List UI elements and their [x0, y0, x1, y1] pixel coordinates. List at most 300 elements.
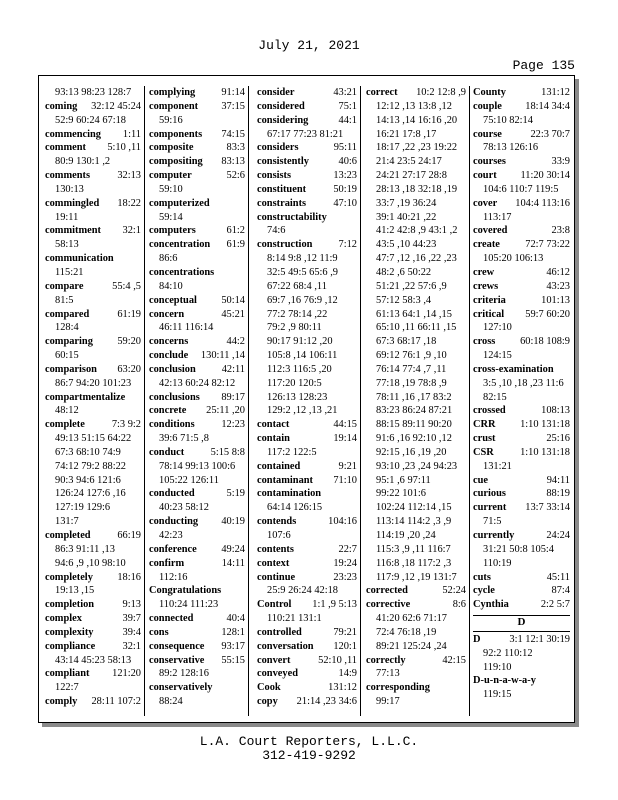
index-term: compare: [45, 280, 84, 292]
index-entry: [149, 543, 245, 557]
index-entry: [257, 598, 357, 626]
index-term: complying: [149, 87, 196, 98]
index-entry: [257, 515, 357, 543]
index-term: complexity: [45, 626, 94, 638]
index-term: consists: [257, 170, 292, 182]
index-term: currently: [473, 530, 515, 541]
index-term: conference: [149, 543, 197, 555]
index-term: concern: [149, 308, 185, 320]
index-term: concrete: [149, 405, 187, 417]
index-page-refs: 33:7 ,19 36:24: [376, 197, 437, 209]
index-page-refs: 112:3 116:5 ,20: [267, 363, 332, 375]
index-page-refs: 95:11: [333, 142, 357, 154]
index-entry: [257, 543, 357, 557]
index-term: conclude: [149, 350, 189, 362]
transcript-date: July 21, 2021: [258, 38, 360, 53]
index-page-refs: 104:4 113:16: [515, 197, 570, 209]
index-page-refs: 104:6 110:7 119:5: [483, 183, 559, 195]
index-entry: [45, 86, 141, 100]
index-entry: [366, 584, 466, 598]
index-entry: [149, 308, 245, 336]
index-page-refs: 86:7 94:20 101:23: [55, 377, 132, 389]
index-page-refs: 110:19: [483, 557, 512, 569]
index-entry: [257, 169, 357, 183]
index-page-refs: 67:3 68:10 74:9: [55, 446, 121, 458]
index-term: complete: [45, 419, 85, 431]
index-page-refs: 89:21 125:24 ,24: [376, 640, 447, 652]
index-term: completely: [45, 571, 93, 583]
index-entry: [473, 501, 570, 529]
index-page-refs: 50:19: [333, 183, 357, 195]
index-page-refs: 119:15: [483, 689, 512, 701]
index-term: cons: [149, 626, 169, 638]
index-page-refs: 94:6 ,9 ,10 98:10: [55, 557, 126, 569]
index-page-refs: 113:17: [483, 211, 512, 223]
index-page-refs: 88:15 89:11 90:20: [376, 419, 452, 431]
index-page-refs: 77:13: [376, 668, 400, 680]
index-term: courses: [473, 156, 506, 168]
index-column-1: [45, 86, 145, 716]
index-page-refs: 23:23: [333, 571, 357, 583]
index-column-2: [149, 86, 249, 716]
index-page-refs: 43:23: [546, 280, 570, 292]
index-entry: [473, 238, 570, 266]
index-term: communication: [45, 253, 114, 265]
index-page-refs: 21:14 ,23 34:6: [296, 696, 357, 708]
index-term: crew: [473, 266, 495, 278]
index-entry: [149, 626, 245, 640]
index-page-refs: 1:10 131:18: [520, 419, 570, 431]
index-entry: [473, 128, 570, 156]
index-page-refs: 39:1 40:21 ,22: [376, 211, 437, 223]
index-page-refs: 117:2 122:5: [267, 446, 317, 458]
index-entry: [473, 197, 570, 225]
index-page-refs: 58:13: [55, 239, 79, 251]
footer-company: L.A. Court Reporters, L.L.C.: [199, 734, 419, 749]
index-page-refs: 74:12 79:2 88:22: [55, 460, 127, 472]
index-term: Cook: [257, 682, 281, 694]
index-term: crews: [473, 280, 499, 292]
index-term: computerized: [149, 197, 210, 209]
index-entry: [473, 169, 570, 197]
index-entry: [45, 169, 141, 197]
index-entry: [149, 487, 245, 515]
index-term: comparison: [45, 363, 97, 375]
index-page-refs: 49:24: [221, 543, 245, 555]
index-page-refs: 39:6 71:5 ,8: [159, 433, 209, 445]
index-page-refs: 52:10 ,11: [318, 654, 357, 666]
index-entry: [45, 612, 141, 626]
index-term: comparing: [45, 336, 93, 348]
index-page-refs: 74:6: [267, 225, 286, 237]
index-page-refs: 11:20 30:14: [520, 170, 570, 182]
index-term: contaminant: [257, 474, 313, 486]
index-page-refs: 1:10 131:18: [520, 446, 570, 458]
index-page-refs: 83:3: [226, 142, 245, 154]
index-page-refs: 10:2 12:8 ,9: [416, 87, 466, 98]
index-page-refs: 78:14 99:13 100:6: [159, 460, 236, 472]
index-page-refs: 24:24: [546, 530, 570, 541]
index-entry: [149, 197, 245, 225]
index-page-refs: 89:17: [221, 391, 245, 403]
index-page-refs: 131:7: [55, 516, 79, 528]
index-term: context: [257, 557, 290, 569]
index-entry: [149, 141, 245, 155]
index-entry: [257, 432, 357, 460]
index-term: confirm: [149, 557, 185, 569]
index-entry: [473, 294, 570, 308]
index-page-refs: 126:13 128:23: [267, 391, 328, 403]
index-term: compartmentalize: [45, 391, 126, 403]
index-entry: [257, 197, 357, 211]
index-entry: [149, 446, 245, 488]
index-term: concerns: [149, 336, 189, 348]
index-term: consistently: [257, 156, 309, 168]
index-term: considering: [257, 114, 309, 126]
index-entry: [45, 308, 141, 336]
index-term: constraints: [257, 197, 307, 209]
index-term: contained: [257, 460, 301, 472]
index-page-refs: 108:13: [541, 405, 570, 417]
index-page-refs: 22:3 70:7: [530, 128, 570, 140]
index-term: copy: [257, 696, 278, 708]
index-page-refs: 124:15: [483, 350, 512, 362]
index-entry: [473, 86, 570, 100]
index-page-refs: 80:9 130:1 ,2: [55, 156, 111, 168]
index-entry: [149, 294, 245, 308]
index-term: comment: [45, 142, 86, 154]
index-page-refs: 44:1: [338, 114, 357, 126]
index-page-refs: 43:14 45:23 58:13: [55, 654, 132, 666]
index-page-refs: 32:1: [122, 225, 141, 237]
index-term: conveyed: [257, 668, 298, 680]
index-page-refs: 93:10 ,23 ,24 94:23: [376, 460, 458, 472]
index-term: conclusions: [149, 391, 200, 403]
index-page-refs: 40:23 58:12: [159, 502, 209, 514]
index-section-letter: D: [473, 615, 570, 632]
index-page-refs: 46:12: [546, 266, 570, 278]
index-term: convert: [257, 654, 291, 666]
page-number: Page 135: [512, 58, 575, 73]
index-term: course: [473, 128, 502, 140]
index-term: contact: [257, 419, 290, 431]
index-page-refs: 18:22: [117, 197, 141, 209]
index-page-refs: 41:20 62:6 71:17: [376, 613, 448, 625]
index-page-refs: 48:12: [55, 405, 79, 417]
index-page-refs: 40:4: [226, 613, 245, 625]
index-page-refs: 1:11: [122, 128, 141, 140]
index-page-refs: 86:6: [159, 253, 178, 265]
index-page-refs: 28:11 107:2: [91, 696, 141, 708]
index-box: [38, 75, 575, 723]
index-term: conservative: [149, 654, 205, 666]
index-page-refs: 1:1 ,9 5:13: [312, 599, 357, 611]
index-page-refs: 90:3 94:6 121:6: [55, 474, 121, 486]
index-page-refs: 92:15 ,16 ,19 ,20: [376, 446, 447, 458]
index-entry: [473, 584, 570, 598]
index-page-refs: 49:13 51:15 64:22: [55, 433, 132, 445]
index-page-refs: 74:15: [221, 128, 245, 140]
index-page-refs: 126:24 127:6 ,16: [55, 488, 126, 500]
index-page-refs: 128:4: [55, 322, 79, 334]
index-page-refs: 128:1: [221, 626, 245, 638]
index-page-refs: 78:11 ,16 ,17 83:2: [376, 391, 452, 403]
index-page-refs: 131:21: [483, 460, 512, 472]
index-entry: [257, 626, 357, 640]
index-page-refs: 50:14: [221, 294, 245, 306]
footer-phone: 312-419-9292: [262, 748, 356, 763]
index-page-refs: 24:21 27:17 28:8: [376, 170, 448, 182]
index-term: compared: [45, 308, 90, 320]
index-term: compliant: [45, 668, 90, 680]
index-entry: [473, 308, 570, 336]
index-page-refs: 116:8 ,18 117:2 ,3: [376, 557, 452, 569]
index-page-refs: 59:10: [159, 183, 183, 195]
index-page-refs: 52:24: [442, 585, 466, 597]
index-term: conceptual: [149, 294, 197, 306]
index-page-refs: 104:16: [328, 516, 357, 528]
index-term: considered: [257, 100, 305, 112]
index-page-refs: 110:24 111:23: [159, 599, 219, 611]
index-page-refs: 105:8 ,14 106:11: [267, 350, 338, 362]
index-page-refs: 101:13: [541, 294, 570, 306]
index-term: corrected: [366, 585, 408, 597]
index-entry: [257, 155, 357, 169]
index-page-refs: 121:20: [112, 668, 141, 680]
index-page-refs: 77:18 ,19 78:8 ,9: [376, 377, 447, 389]
index-entry: [257, 141, 357, 155]
index-page-refs: 16:21 17:8 ,17: [376, 128, 437, 140]
index-entry: [45, 640, 141, 668]
index-page-refs: 19:14: [333, 433, 357, 445]
index-entry: [149, 681, 245, 709]
index-page-refs: 105:22 126:11: [159, 474, 219, 486]
index-page-refs: 9:13: [122, 599, 141, 611]
index-entry: [473, 571, 570, 585]
index-entry: [45, 141, 141, 169]
index-term: completed: [45, 530, 91, 541]
index-entry: [45, 280, 141, 308]
index-term: concentration: [149, 239, 211, 251]
index-page-refs: 9:21: [338, 460, 357, 472]
index-page-refs: 89:2 128:16: [159, 668, 209, 680]
index-page-refs: 39:4: [122, 626, 141, 638]
index-page-refs: 99:22 101:6: [376, 488, 426, 500]
index-term: composite: [149, 142, 194, 154]
index-page-refs: 77:2 78:14 ,22: [267, 308, 328, 320]
index-term: computers: [149, 225, 196, 237]
index-page-refs: 72:4 76:18 ,19: [376, 626, 437, 638]
index-page-refs: 42:11: [221, 363, 245, 375]
index-entry: [149, 557, 245, 585]
index-entry: [45, 128, 141, 142]
index-page-refs: 99:17: [376, 696, 400, 708]
index-term: compliance: [45, 640, 96, 652]
index-page-refs: 2:2 5:7: [540, 599, 570, 611]
index-entry: [45, 391, 141, 419]
index-entry: [45, 224, 141, 252]
index-term: Control: [257, 599, 292, 611]
index-entry: [149, 86, 245, 100]
index-page-refs: 86:3 91:11 ,13: [55, 543, 115, 555]
index-term: cross-examination: [473, 363, 554, 375]
index-entry: [257, 571, 357, 599]
index-entry: [257, 487, 357, 515]
index-page-refs: 64:14 126:15: [267, 502, 323, 514]
index-entry: [473, 633, 570, 675]
index-page-refs: 75:1: [338, 100, 357, 112]
index-entry: [149, 266, 245, 294]
index-entry: [149, 100, 245, 128]
index-entry: [149, 363, 245, 391]
index-page-refs: 130:13: [55, 183, 84, 195]
index-term: County: [473, 87, 506, 98]
index-page-refs: 48:2 ,6 50:22: [376, 266, 432, 278]
index-term: corrective: [366, 599, 411, 611]
index-term: contain: [257, 433, 290, 445]
index-term: couple: [473, 100, 502, 112]
index-entry: [45, 695, 141, 709]
index-term: comments: [45, 170, 91, 182]
index-entry: [366, 86, 466, 584]
index-page-refs: 66:19: [117, 530, 141, 541]
index-page-refs: 19:24: [333, 557, 357, 569]
index-page-refs: 120:1: [333, 640, 357, 652]
index-page-refs: 44:2: [226, 336, 245, 348]
index-page-refs: 14:9: [338, 668, 357, 680]
index-page-refs: 8:6: [452, 599, 466, 611]
index-page-refs: 84:10: [159, 280, 183, 292]
index-term: contends: [257, 516, 297, 528]
index-page-refs: 83:23 86:24 87:21: [376, 405, 453, 417]
index-entry: [257, 681, 357, 695]
index-page-refs: 131:12: [541, 87, 570, 98]
index-page-refs: 94:11: [546, 474, 570, 486]
index-entry: [473, 446, 570, 474]
index-page-refs: 83:13: [221, 156, 245, 168]
index-page-refs: 59:20: [117, 336, 141, 348]
index-term: cue: [473, 474, 489, 486]
index-entry: [257, 557, 357, 571]
index-term: conduct: [149, 446, 185, 458]
index-page-refs: 87:4: [551, 585, 570, 597]
index-term: conducting: [149, 516, 199, 528]
index-entry: [366, 654, 466, 682]
index-entry: [257, 211, 357, 239]
index-page-refs: 81:5: [55, 294, 74, 306]
index-term: Cynthia: [473, 599, 509, 611]
index-page-refs: 117:9 ,12 ,19 131:7: [376, 571, 457, 583]
index-page-refs: 61:9: [226, 239, 245, 251]
index-page-refs: 91:14: [221, 87, 245, 98]
index-page-refs: 33:9: [551, 156, 570, 168]
index-page-refs: 93:13 98:23 128:7: [55, 87, 132, 98]
index-page-refs: 71:10: [333, 474, 357, 486]
index-term: coming: [45, 100, 78, 112]
index-page-refs: 127:10: [483, 322, 512, 334]
index-term: construction: [257, 239, 313, 251]
index-entry: [149, 335, 245, 349]
index-page-refs: 59:7 60:20: [525, 308, 570, 320]
index-page-refs: 114:19 ,20 ,24: [376, 530, 436, 541]
index-term: conversation: [257, 640, 314, 652]
index-term: cover: [473, 197, 498, 209]
index-term: commingled: [45, 197, 100, 209]
index-entry: [149, 238, 245, 266]
index-term: consequence: [149, 640, 205, 652]
index-page-refs: 55:4 ,5: [112, 280, 141, 292]
index-term: cross: [473, 336, 496, 348]
index-term: D: [473, 633, 481, 645]
index-page-refs: 112:16: [159, 571, 188, 583]
index-entry: [473, 335, 570, 363]
index-page-refs: 59:16: [159, 114, 183, 126]
index-page-refs: 131:12: [328, 682, 357, 694]
index-entry: [45, 363, 141, 391]
index-entry: [149, 391, 245, 405]
index-entry: [257, 100, 357, 114]
index-term: court: [473, 170, 497, 182]
index-entry: [473, 363, 570, 405]
index-term: connected: [149, 613, 194, 625]
index-entry: [149, 418, 245, 446]
index-term: comply: [45, 696, 78, 708]
index-term: concentrations: [149, 266, 215, 278]
index-page-refs: 23:8: [551, 225, 570, 237]
index-page-refs: 127:19 129:6: [55, 502, 111, 514]
index-entry: [257, 114, 357, 142]
index-page-refs: 3:1 12:1 30:19: [509, 633, 570, 645]
index-entry: [473, 487, 570, 501]
index-page-refs: 115:21: [55, 266, 84, 278]
index-page-refs: 76:14 77:4 ,7 ,11: [376, 363, 447, 375]
index-term: conducted: [149, 488, 195, 500]
index-term: current: [473, 502, 507, 514]
index-page-refs: 119:10: [483, 661, 512, 673]
index-page-refs: 40:19: [221, 516, 245, 528]
index-page-refs: 102:24 112:14 ,15: [376, 502, 452, 514]
index-entry: [257, 640, 357, 654]
index-entry: [149, 404, 245, 418]
index-page-refs: 32:5 49:5 65:6 ,9: [267, 266, 339, 278]
index-page-refs: 105:20 106:13: [483, 253, 544, 265]
index-page-refs: 93:17: [221, 640, 245, 652]
index-page-refs: 32:1: [122, 640, 141, 652]
index-entry: [473, 674, 570, 702]
index-entry: [257, 460, 357, 474]
index-entry: [45, 418, 141, 529]
index-page-refs: 5:15 8:8: [210, 446, 245, 458]
index-page-refs: 3:5 ,10 ,18 ,23 11:6: [483, 377, 564, 389]
index-page-refs: 12:12 ,13 13:8 ,12: [376, 100, 452, 112]
index-page-refs: 47:7 ,12 ,16 ,22 ,23: [376, 253, 457, 265]
index-page-refs: 5:10 ,11: [107, 142, 141, 154]
index-page-refs: 60:18 108:9: [520, 336, 570, 348]
index-page-refs: 14:11: [221, 557, 245, 569]
index-page-refs: 52:9 60:24 67:18: [55, 114, 127, 126]
index-term: completion: [45, 599, 95, 611]
index-entry: [149, 612, 245, 626]
index-page-refs: 14:13 ,14 16:16 ,20: [376, 114, 458, 126]
index-entry: [257, 654, 357, 668]
index-term: curious: [473, 488, 506, 500]
index-term: corresponding: [366, 682, 430, 694]
index-term: compositing: [149, 156, 203, 168]
index-entry: [473, 266, 570, 280]
index-page-refs: 40:6: [338, 156, 357, 168]
index-page-refs: 13:7 33:14: [525, 502, 570, 514]
index-page-refs: 67:17 77:23 81:21: [267, 128, 344, 140]
